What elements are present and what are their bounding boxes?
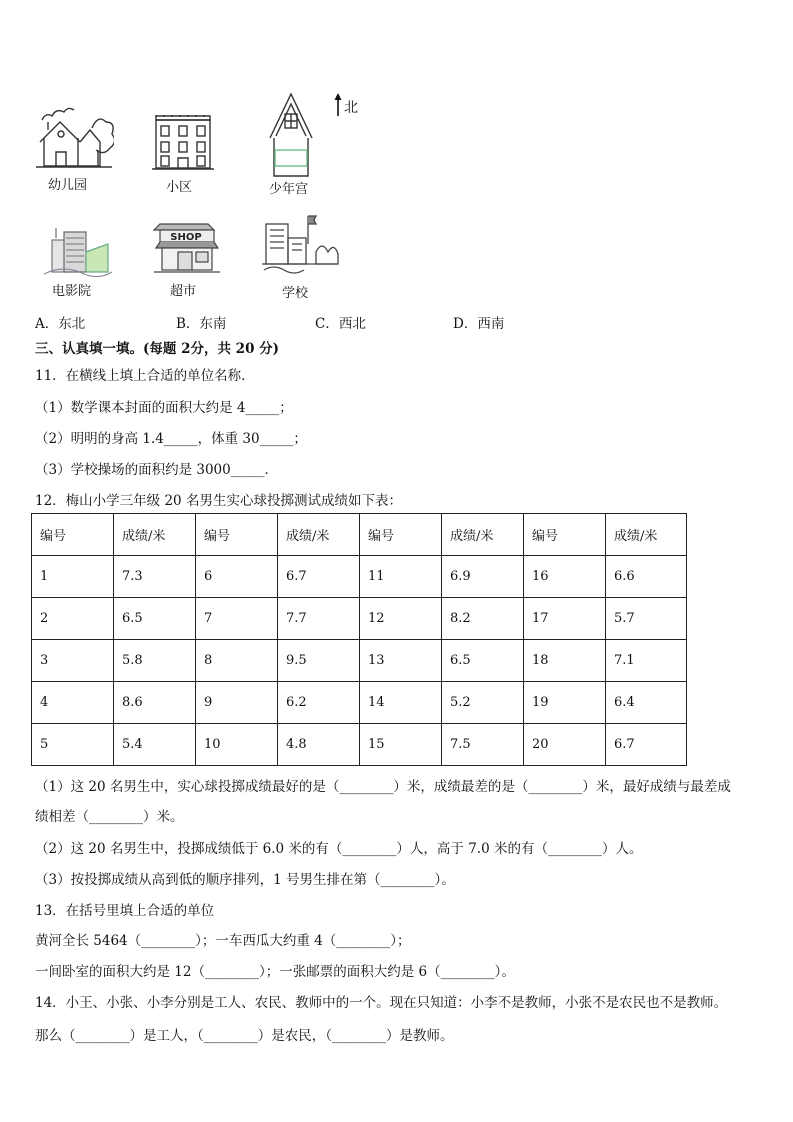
north-arrow-icon [333, 93, 343, 117]
table-cell: 6.7 [278, 556, 360, 598]
table-row [32, 598, 687, 640]
table-cell: 19 [524, 682, 606, 724]
north-label: 北 [344, 100, 358, 116]
youth-palace-label: 少年宫 [269, 182, 309, 197]
table-cell: 5.4 [114, 724, 196, 766]
table-cell: 9.5 [278, 640, 360, 682]
header-cell: 编号 [196, 514, 278, 556]
table-cell: 4 [32, 682, 114, 724]
header-cell: 编号 [360, 514, 442, 556]
q12-part3: （3）按投掷成绩从高到低的顺序排列，1 号男生排在第（________）。 [35, 872, 455, 888]
table-cell: 8.6 [114, 682, 196, 724]
table-cell: 8 [196, 640, 278, 682]
option-a[interactable]: A．东北 [35, 316, 86, 332]
table-cell: 6 [196, 556, 278, 598]
table-cell: 17 [524, 598, 606, 640]
table-row [32, 640, 687, 682]
header-cell: 成绩/米 [442, 514, 524, 556]
youth-palace-icon [266, 92, 316, 178]
table-cell: 5 [32, 724, 114, 766]
school-icon [260, 212, 340, 278]
table-header-row [32, 514, 687, 556]
table-cell: 18 [524, 640, 606, 682]
table-cell: 1 [32, 556, 114, 598]
q11-part3: （3）学校操场的面积约是 3000_____． [35, 462, 278, 478]
table-cell: 13 [360, 640, 442, 682]
community-label: 小区 [166, 180, 193, 195]
cinema-icon [42, 222, 114, 280]
table-cell: 5.2 [442, 682, 524, 724]
header-cell: 成绩/米 [114, 514, 196, 556]
table-cell: 7.5 [442, 724, 524, 766]
table-cell: 6.5 [114, 598, 196, 640]
shop-sign: SHOP [170, 232, 202, 243]
table-cell: 6.5 [442, 640, 524, 682]
q13-line2: 一间卧室的面积大约是 12（________）；一张邮票的面积大约是 6（________）。 [35, 964, 515, 980]
table-cell: 2 [32, 598, 114, 640]
q12-part1-line1: （1）这 20 名男生中，实心球投掷成绩最好的是（________）米，成绩最差的是（________）米，最好成绩与最差成 [35, 779, 731, 795]
q12-stem: 12．梅山小学三年级 20 名男生实心球投掷测试成绩如下表： [35, 493, 402, 509]
q12-part2: （2）这 20 名男生中，投掷成绩低于 6.0 米的有（________）人，高于 7.0 米的有（________）人。 [35, 841, 643, 857]
table-cell: 14 [360, 682, 442, 724]
table-cell: 5.8 [114, 640, 196, 682]
q11-stem: 11．在横线上填上合适的单位名称． [35, 368, 255, 384]
q12-part1-line2: 绩相差（________）米。 [35, 809, 184, 825]
table-cell: 3 [32, 640, 114, 682]
table-row [32, 682, 687, 724]
kindergarten-icon [34, 100, 114, 172]
table-row [32, 556, 687, 598]
table-cell: 11 [360, 556, 442, 598]
table-cell: 7.1 [606, 640, 687, 682]
community-icon [150, 112, 216, 172]
q14-line1: 14．小王、小张、小李分别是工人、农民、教师中的一个。现在只知道：小李不是教师，小张不是农民也不是教师。 [35, 995, 728, 1011]
table-cell: 6.7 [606, 724, 687, 766]
header-cell: 成绩/米 [278, 514, 360, 556]
header-cell: 编号 [32, 514, 114, 556]
option-d[interactable]: D．西南 [453, 316, 505, 332]
table-cell: 6.4 [606, 682, 687, 724]
table-cell: 20 [524, 724, 606, 766]
table-cell: 10 [196, 724, 278, 766]
option-b[interactable]: B．东南 [176, 316, 227, 332]
q13-stem: 13．在括号里填上合适的单位 [35, 903, 215, 919]
table-cell: 15 [360, 724, 442, 766]
table-cell: 4.8 [278, 724, 360, 766]
table-cell: 12 [360, 598, 442, 640]
table-cell: 5.7 [606, 598, 687, 640]
table-cell: 8.2 [442, 598, 524, 640]
cinema-label: 电影院 [52, 284, 92, 299]
table-cell: 7 [196, 598, 278, 640]
table-cell: 6.6 [606, 556, 687, 598]
supermarket-icon [150, 216, 222, 278]
q13-line1: 黄河全长 5464（________）；一车西瓜大约重 4（________）； [35, 933, 411, 949]
table-row [32, 724, 687, 766]
table-cell: 6.2 [278, 682, 360, 724]
option-c[interactable]: C．西北 [315, 316, 366, 332]
table-cell: 7.3 [114, 556, 196, 598]
supermarket-label: 超市 [170, 284, 197, 299]
q11-part1: （1）数学课本封面的面积大约是 4_____； [35, 400, 293, 416]
q11-part2: （2）明明的身高 1.4_____，体重 30_____； [35, 431, 307, 447]
header-cell: 编号 [524, 514, 606, 556]
school-label: 学校 [282, 286, 309, 301]
section-title: 三、认真填一填。(每题 2分，共 20 分) [35, 341, 280, 357]
score-table [31, 513, 687, 766]
q14-line2: 那么（________）是工人，（________）是农民，（________）是教师。 [35, 1028, 454, 1044]
kindergarten-label: 幼儿园 [48, 178, 88, 193]
table-cell: 9 [196, 682, 278, 724]
table-cell: 7.7 [278, 598, 360, 640]
header-cell: 成绩/米 [606, 514, 687, 556]
table-cell: 16 [524, 556, 606, 598]
table-cell: 6.9 [442, 556, 524, 598]
